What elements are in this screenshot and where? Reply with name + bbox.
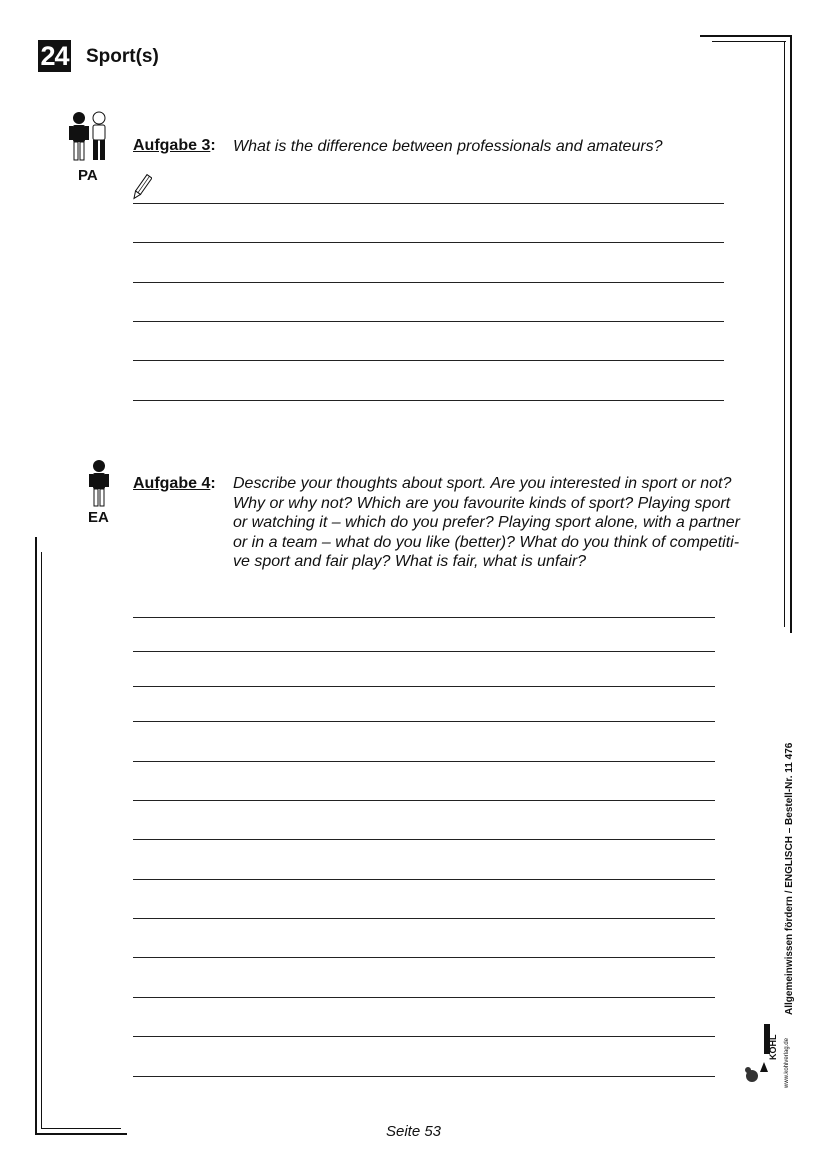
writing-line[interactable] [133, 879, 715, 880]
writing-line[interactable] [133, 651, 715, 652]
frame-line [35, 537, 37, 1135]
writing-line[interactable] [133, 721, 715, 722]
task-label-colon: : [210, 137, 216, 154]
frame-line [41, 552, 42, 1129]
task-label [133, 475, 216, 493]
writing-line[interactable] [133, 321, 724, 322]
pencil-icon [132, 172, 152, 202]
frame-line [784, 41, 785, 627]
chapter-number: 24 [38, 40, 71, 72]
writing-line[interactable] [133, 1076, 715, 1077]
task-label-text: Aufgabe 4 [133, 475, 211, 492]
writing-line[interactable] [133, 203, 724, 204]
publisher-logo-icon [744, 1020, 770, 1088]
sidebar-text: Allgemeinwissen fördern / ENGLISCH – Bestell-Nr. 11 476 [784, 742, 795, 1015]
frame-line [712, 41, 786, 42]
mode-label-ea: EA [88, 509, 109, 526]
pair-work-icon [64, 108, 114, 164]
publisher-url: www.kohlverlag.de [784, 1037, 790, 1088]
page-title: Sport(s) [86, 46, 159, 67]
frame-line [700, 35, 792, 37]
individual-work-icon [86, 456, 112, 510]
writing-line[interactable] [133, 997, 715, 998]
writing-line[interactable] [133, 761, 715, 762]
mode-label-pa: PA [78, 167, 98, 184]
writing-line[interactable] [133, 918, 715, 919]
writing-line[interactable] [133, 686, 715, 687]
writing-line[interactable] [133, 242, 724, 243]
question-line: Why or why not? Which are you favourite kinds of sport? Playing sport [233, 494, 731, 512]
question-line: or watching it – which do you prefer? Playing sport alone, with a partner [233, 514, 740, 531]
writing-line[interactable] [133, 800, 715, 801]
task-label-colon: : [210, 475, 216, 492]
writing-line[interactable] [133, 839, 715, 840]
task-question: What is the difference between professionals and amateurs? [233, 138, 663, 155]
writing-line[interactable] [133, 957, 715, 958]
writing-line[interactable] [133, 617, 715, 618]
question-line: Describe your thoughts about sport. Are you interested in sport or not? [233, 475, 732, 492]
writing-line[interactable] [133, 282, 724, 283]
question-line: or in a team – what do you like (better)? What do you think of competiti- [233, 533, 740, 551]
task-question [233, 474, 740, 572]
writing-line[interactable] [133, 360, 724, 361]
writing-line[interactable] [133, 400, 724, 401]
writing-line[interactable] [133, 1036, 715, 1037]
task-label [133, 137, 216, 155]
frame-line [790, 35, 792, 633]
page-number: Seite 53 [385, 1123, 442, 1140]
task-label-text: Aufgabe 3 [133, 137, 211, 154]
question-line: ve sport and fair play? What is fair, what is unfair? [233, 553, 587, 570]
publisher-name: KOHL [768, 1034, 778, 1060]
